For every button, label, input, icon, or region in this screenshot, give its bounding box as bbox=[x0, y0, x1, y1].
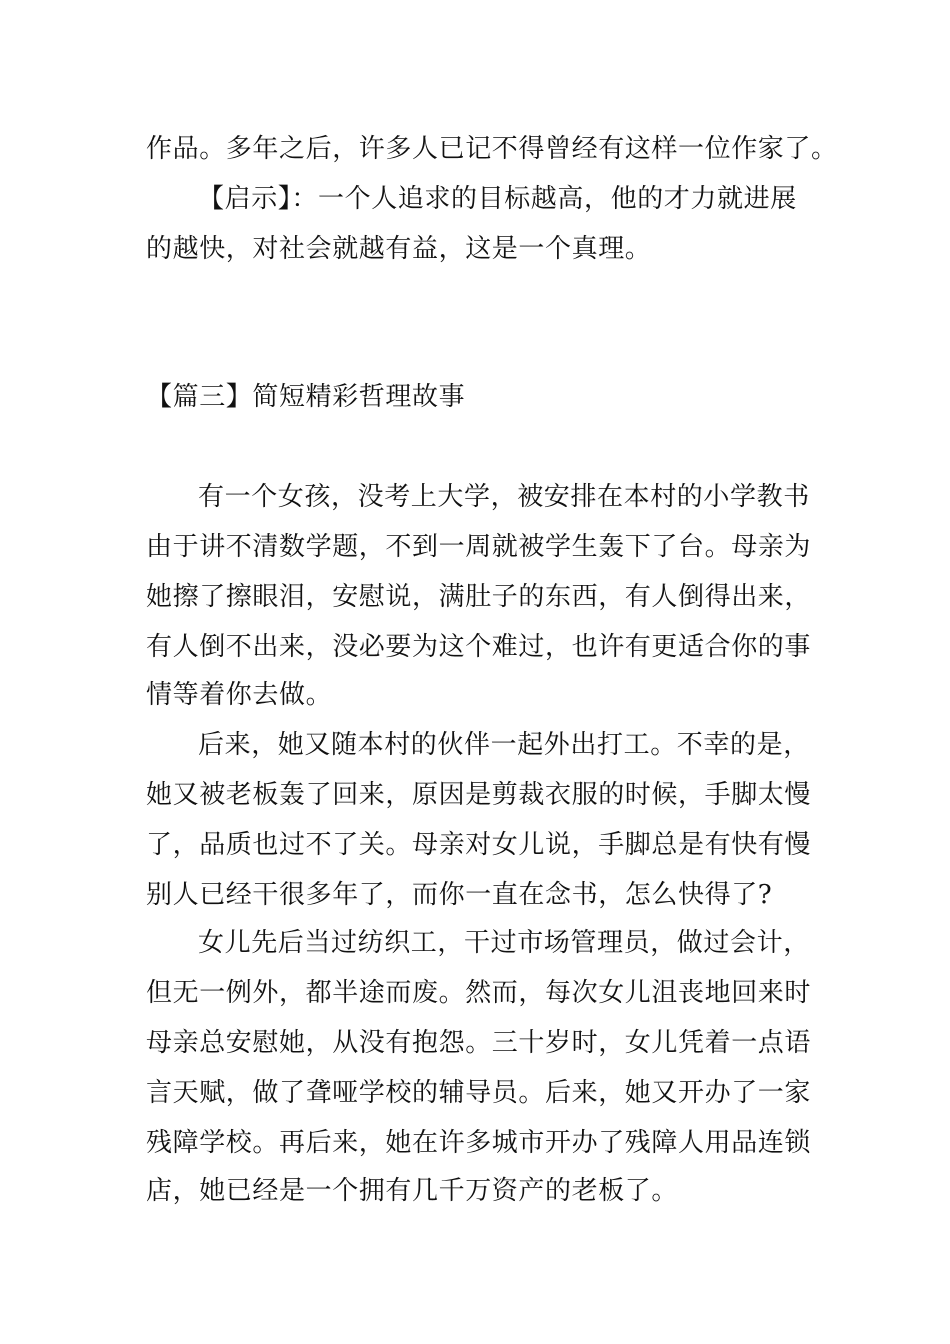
insight-text-line: 的越快，对社会就越有益，这是一个真理。 bbox=[146, 234, 652, 264]
body-text-line: 作品。多年之后，许多人已记不得曾经有这样一位作家了。 bbox=[146, 134, 838, 164]
paragraph-line: 母亲总安慰她，从没有抱怨。三十岁时，女儿凭着一点语 bbox=[146, 1028, 812, 1058]
paragraph-line: 言天赋，做了聋哑学校的辅导员。后来，她又开办了一家 bbox=[146, 1078, 812, 1108]
paragraph-line: 女儿先后当过纺织工，干过市场管理员，做过会计， bbox=[198, 928, 810, 958]
paragraph-line: 但无一例外，都半途而废。然而，每次女儿沮丧地回来时 bbox=[146, 978, 812, 1008]
paragraph-line: 店，她已经是一个拥有几千万资产的老板了。 bbox=[146, 1176, 679, 1206]
paragraph-line: 她又被老板轰了回来，原因是剪裁衣服的时候，手脚太慢 bbox=[146, 780, 812, 810]
insight-text-line: 【启示】：一个人追求的目标越高，他的才力就进展 bbox=[198, 184, 797, 214]
paragraph-line: 后来，她又随本村的伙伴一起外出打工。不幸的是， bbox=[198, 730, 810, 760]
paragraph-line: 由于讲不清数学题，不到一周就被学生轰下了台。母亲为 bbox=[146, 532, 812, 562]
paragraph-line: 有人倒不出来，没必要为这个难过，也许有更适合你的事 bbox=[146, 632, 812, 662]
section-heading: 【篇三】简短精彩哲理故事 bbox=[146, 382, 466, 412]
paragraph-line: 别人已经干很多年了，而你一直在念书，怎么快得了? bbox=[146, 880, 773, 910]
paragraph-line: 残障学校。再后来，她在许多城市开办了残障人用品连锁 bbox=[146, 1128, 812, 1158]
paragraph-line: 情等着你去做。 bbox=[146, 680, 333, 710]
paragraph-line: 了，品质也过不了关。母亲对女儿说，手脚总是有快有慢 bbox=[146, 830, 812, 860]
paragraph-line: 有一个女孩，没考上大学，被安排在本村的小学教书 bbox=[198, 482, 810, 512]
paragraph-line: 她擦了擦眼泪，安慰说，满肚子的东西，有人倒得出来， bbox=[146, 582, 812, 612]
